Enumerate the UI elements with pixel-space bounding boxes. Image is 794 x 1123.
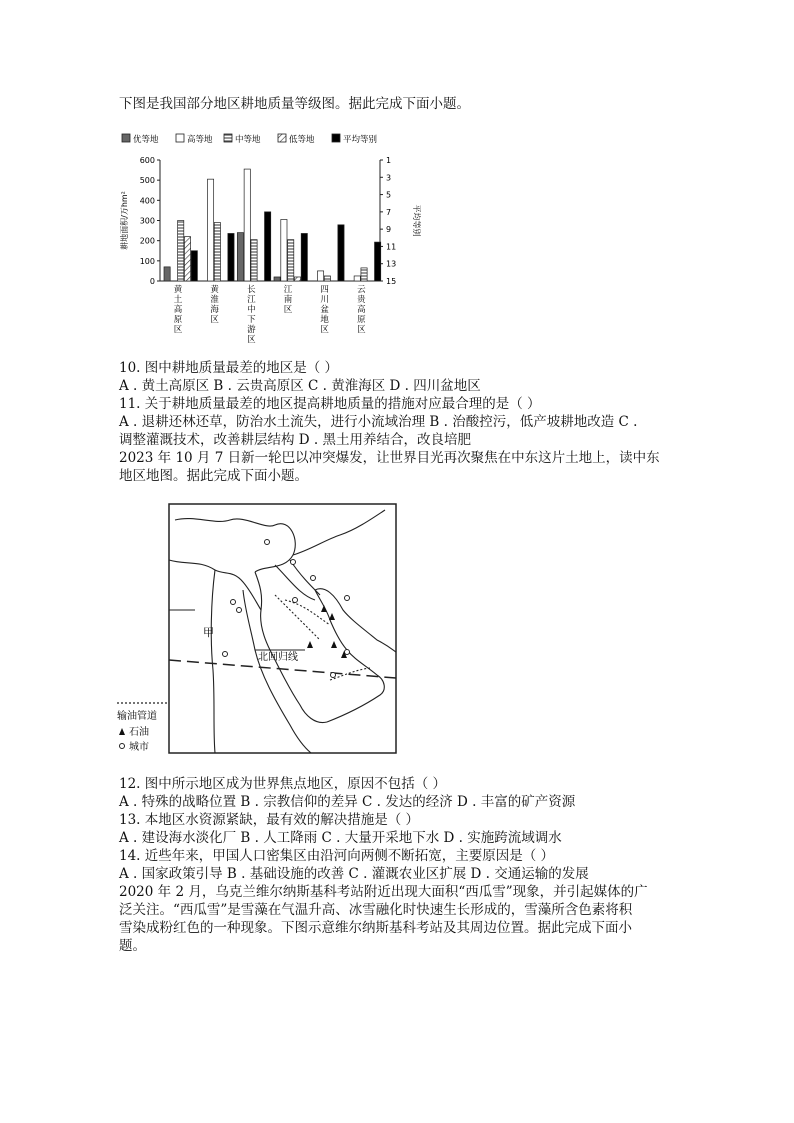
legend-oil-label: 石油 [129, 727, 149, 738]
y-tick-label-3: 300 [139, 216, 155, 226]
bar-1-4 [228, 233, 234, 281]
legend-label-4: 平均等别 [343, 135, 378, 145]
legend-label-0: 优等地 [133, 135, 159, 145]
category-label-0: 黄土高原区 [173, 285, 183, 335]
bar-0-3 [184, 237, 190, 281]
intro-text-3b: 泛关注。“西瓜雪”是雪藻在气温升高、冰雪融化时快速生长形成的，雪藻所含色素将积 [119, 902, 633, 918]
chart-labels [174, 284, 366, 345]
question-12: 12. 图中所示地区成为世界焦点地区，原因不包括（ ） [119, 776, 447, 792]
question-11-options-2: 调整灌溉技术，改善耕层结构 D . 黑土用养结合，改良培肥 [119, 432, 471, 448]
y-tick-label-0: 0 [149, 277, 155, 286]
y-tick-label-4: 400 [139, 196, 155, 206]
question-11-options-1: A . 退耕还林还草，防治水土流失，进行小流域治理 B . 治酸控污，低产坡耕地改造 C . [119, 414, 638, 430]
category-label-4: 四川盆地区 [320, 285, 329, 335]
y2-tick-label-0: 1 [386, 156, 392, 165]
y2-tick-label-7: 15 [386, 277, 397, 286]
y2-tick-label-5: 11 [386, 242, 397, 252]
y2-axis-label: 平均等别 [412, 204, 421, 237]
legend-pipeline-label: 输油管道 [117, 711, 157, 722]
bar-1-1 [207, 179, 213, 281]
bar-2-1 [244, 169, 250, 281]
bar-2-4 [265, 212, 271, 281]
category-label-2: 长江中下游区 [247, 285, 256, 345]
tropic-label: 北回归线 [258, 652, 298, 663]
bar-5-2 [361, 268, 367, 281]
question-12-options: A . 特殊的战略位置 B . 宗教信仰的差异 C . 发达的经济 D . 丰富的矿产资源 [119, 794, 576, 810]
question-10-options: A . 黄土高原区 B . 云贵高原区 C . 黄淮海区 D . 四川盆地区 [119, 378, 481, 394]
legend-city-label: 城市 [129, 742, 149, 753]
intro-text-1: 下图是我国部分地区耕地质量等级图。据此完成下面小题。 [119, 96, 470, 112]
legend-label-3: 低等地 [289, 135, 315, 145]
y-tick-label-2: 200 [139, 236, 155, 246]
middle-east-map [115, 500, 399, 755]
bar-2-0 [237, 233, 243, 281]
y2-tick-label-3: 7 [386, 207, 392, 217]
intro-text-3a: 2020 年 2 月，乌克兰维尔纳斯基科考站附近出现大面积“西瓜雪”现象，并引起媒体的广 [119, 884, 648, 900]
bar-5-4 [375, 242, 381, 281]
question-10: 10. 图中耕地质量最差的地区是（ ） [119, 360, 339, 376]
bar-4-4 [338, 225, 344, 281]
bar-3-1 [281, 219, 287, 281]
bar-3-3 [294, 277, 300, 281]
chart-bars [164, 169, 381, 281]
legend-city-icon [120, 744, 125, 749]
chart-legend [122, 134, 378, 145]
bar-1-2 [214, 223, 220, 281]
legend-swatch-2 [224, 134, 232, 142]
bar-3-0 [274, 277, 280, 281]
farmland-quality-chart [118, 128, 421, 345]
intro-text-3c: 雪染成粉红色的一种现象。下图示意维尔纳斯基科考站及其周边位置。据此完成下面小 [119, 920, 632, 936]
y2-tick-label-4: 9 [386, 225, 392, 235]
intro-text-2b: 地区地图。据此完成下面小题。 [119, 468, 308, 484]
legend-swatch-3 [278, 134, 286, 142]
category-label-5: 云贵高原区 [357, 285, 366, 335]
bar-0-0 [164, 267, 170, 281]
question-11: 11. 关于耕地质量最差的地区提高耕地质量的措施对应最合理的是（ ） [119, 396, 541, 412]
country-jia-label: 甲 [203, 626, 214, 639]
question-14-options: A . 国家政策引导 B . 基础设施的改善 C . 灌溉农业区扩展 D . 交通运输的发展 [119, 866, 589, 882]
legend-label-1: 高等地 [187, 135, 213, 145]
bar-4-2 [324, 276, 330, 281]
bar-2-2 [251, 240, 257, 281]
bar-0-4 [191, 251, 197, 281]
legend-swatch-4 [332, 134, 340, 142]
intro-text-2a: 2023 年 10 月 7 日新一轮巴以冲突爆发，让世界目光再次聚焦在中东这片土地上，读中东 [119, 450, 660, 466]
y2-tick-label-6: 13 [386, 259, 397, 269]
legend-oil-icon [119, 728, 125, 735]
bar-0-2 [178, 221, 184, 282]
y-tick-label-6: 600 [139, 156, 155, 165]
bar-5-1 [354, 276, 360, 281]
y-axis-label: 耕地面积/万hm² [120, 191, 129, 250]
legend-swatch-1 [176, 134, 184, 142]
intro-text-3d: 题。 [119, 938, 146, 954]
legend-label-2: 中等地 [235, 135, 261, 145]
y2-tick-label-1: 3 [386, 173, 392, 183]
bar-4-1 [317, 271, 323, 281]
bar-3-2 [288, 240, 294, 281]
legend-swatch-0 [122, 134, 130, 142]
y2-tick-label-2: 5 [386, 190, 392, 200]
category-label-3: 江南区 [283, 285, 293, 315]
question-13-options: A . 建设海水淡化厂 B . 人工降雨 C . 大量开采地下水 D . 实施跨流域调水 [119, 830, 562, 846]
category-label-1: 黄淮海区 [210, 285, 219, 325]
question-13: 13. 本地区水资源紧缺，最有效的解决措施是（ ） [119, 812, 420, 828]
bar-3-4 [301, 233, 307, 281]
y-tick-label-5: 500 [139, 176, 155, 186]
question-14: 14. 近些年来，甲国人口密集区由沿河向两侧不断拓宽，主要原因是（ ） [119, 848, 555, 864]
y-tick-label-1: 100 [139, 256, 155, 266]
